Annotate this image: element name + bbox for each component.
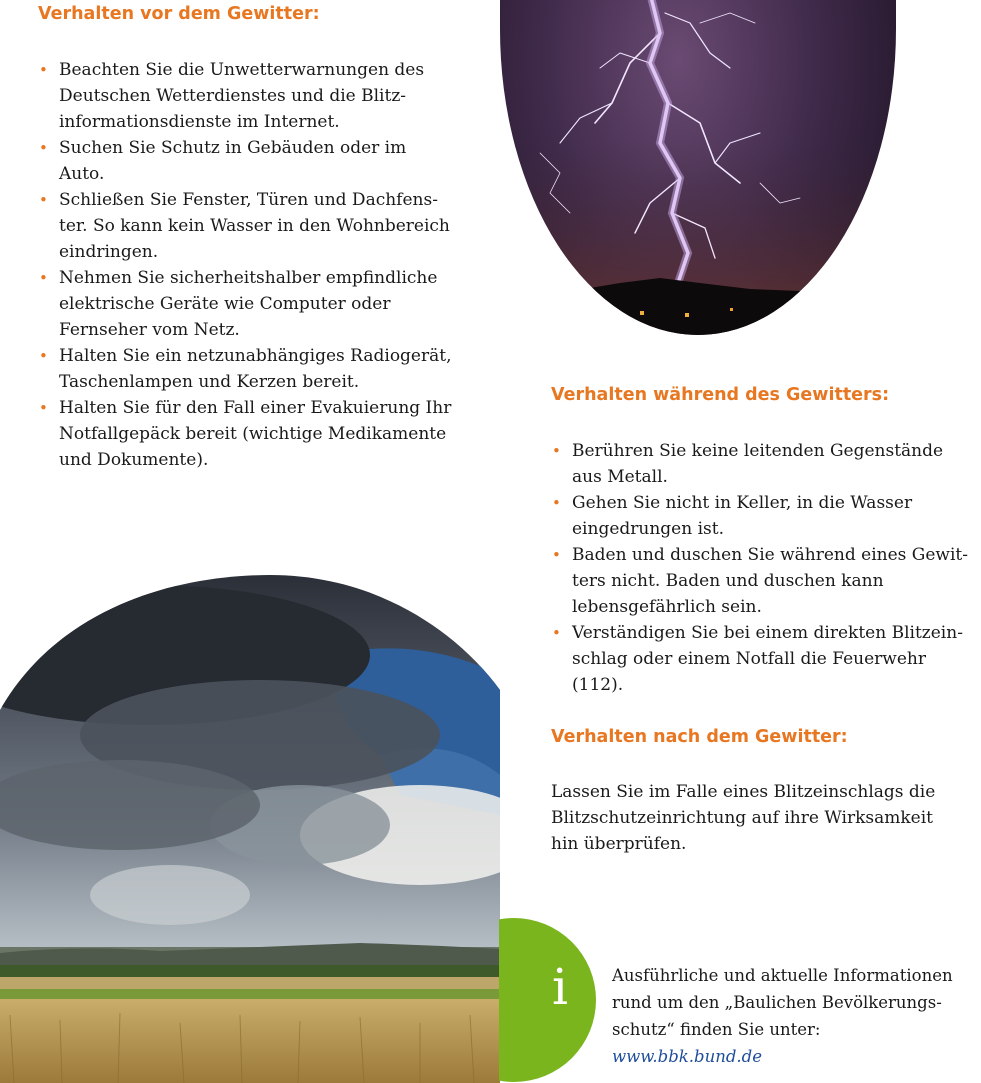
after-storm-text: Lassen Sie im Falle eines Blitzeinschlags die Blitzschutzeinrichtung auf ihre Wirksamkeit hin überprüfen.	[551, 782, 936, 854]
bbk-link[interactable]: www.bbk.bund.de	[612, 1047, 762, 1066]
info-icon: i	[552, 958, 568, 1016]
list-item: • Suchen Sie Schutz in Gebäuden oder im Auto.	[37, 135, 457, 187]
storm-landscape-illustration	[0, 575, 500, 1083]
list-item: • Beachten Sie die Unwetterwarnungen des Deutschen Wetterdienstes und die Blitzinformationsdienste im Internet.	[37, 57, 457, 135]
list-item: • Berühren Sie keine leitenden Gegenstände aus Metall.	[550, 438, 970, 490]
list-item: • Verständigen Sie bei einem direkten Blitzeinschlag oder einem Notfall die Feuerwehr (112).	[550, 620, 970, 698]
storm-landscape-photo	[0, 575, 500, 1083]
info-text	[612, 962, 972, 1070]
list-item: • Halten Sie für den Fall einer Evakuierung Ihr Notfallgepäck bereit (wichtige Medikamente und Dokumente).	[37, 395, 457, 473]
list-item: • Schließen Sie Fenster, Türen und Dachfenster. So kann kein Wasser in den Wohnbereich eindringen.	[37, 187, 457, 265]
heading-after-storm: Verhalten nach dem Gewitter:	[551, 727, 848, 747]
heading-before-storm: Verhalten vor dem Gewitter:	[38, 4, 320, 24]
info-text-body: Ausführliche und aktuelle Informationen rund um den „Baulichen Bevölkerungsschutz“ finden Sie unter:	[612, 966, 953, 1039]
list-item: • Gehen Sie nicht in Keller, in die Wasser eingedrungen ist.	[550, 490, 970, 542]
lightning-illustration	[500, 0, 896, 335]
heading-during-storm: Verhalten während des Gewitters:	[551, 385, 890, 405]
list-during-storm	[550, 438, 970, 698]
list-item: • Halten Sie ein netzunabhängiges Radiogerät, Taschenlampen und Kerzen bereit.	[37, 343, 457, 395]
lightning-photo	[500, 0, 896, 335]
list-before-storm	[37, 57, 457, 473]
list-item: • Nehmen Sie sicherheitshalber empfindliche elektrische Geräte wie Computer oder Fernseher vom Netz.	[37, 265, 457, 343]
list-item: • Baden und duschen Sie während eines Gewitters nicht. Baden und duschen kann lebensgefährlich sein.	[550, 542, 970, 620]
